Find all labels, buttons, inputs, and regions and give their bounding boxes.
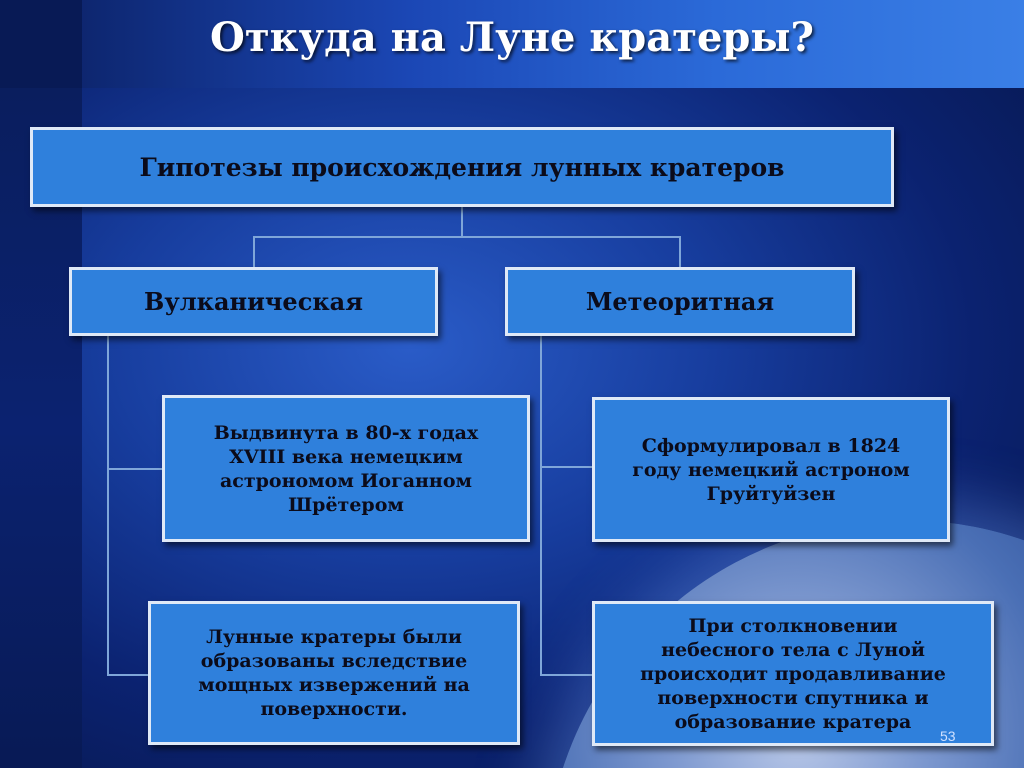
volcanic-detail-mechanism-box	[148, 601, 520, 745]
volcanic-detail-mechanism-text: Лунные кратеры были образованы вследствие мощных извержений на поверхности.	[198, 626, 470, 720]
connector-meteoric-branch-2	[540, 674, 593, 676]
connector-horizontal	[253, 236, 680, 238]
meteoric-detail-mechanism-text: При столкновении небесного тела с Луной происходит продавливание поверхности спутника и образование кратера	[640, 614, 946, 733]
connector-meteoric-trunk	[540, 336, 542, 676]
connector-root-down	[461, 207, 463, 237]
root-hypotheses-box	[30, 127, 894, 207]
meteoric-hypothesis-label: Метеоритная	[585, 287, 775, 316]
connector-volcanic-branch-1	[107, 468, 163, 470]
volcanic-hypothesis-box	[69, 267, 438, 336]
connector-volcanic-trunk	[107, 336, 109, 676]
connector-volcanic-branch-2	[107, 674, 149, 676]
connector-to-volcanic	[253, 236, 255, 268]
slide-title: Откуда на Луне кратеры?	[210, 14, 814, 61]
volcanic-detail-author-text: Выдвинута в 80-х годах XVIII века немецким астрономом Иоганном Шрётером	[213, 421, 479, 516]
connector-to-meteoric	[679, 236, 681, 268]
root-hypotheses-label: Гипотезы происхождения лунных кратеров	[139, 152, 785, 182]
volcanic-hypothesis-label: Вулканическая	[144, 287, 363, 316]
volcanic-detail-author-box	[162, 395, 530, 542]
meteoric-hypothesis-box	[505, 267, 855, 336]
page-number: 53	[940, 728, 956, 744]
meteoric-detail-mechanism-box	[592, 601, 994, 746]
meteoric-detail-author-box	[592, 397, 950, 542]
connector-meteoric-branch-1	[540, 466, 593, 468]
meteoric-detail-author-text: Сформулировал в 1824 году немецкий астроном Груйтуйзен	[632, 434, 910, 505]
